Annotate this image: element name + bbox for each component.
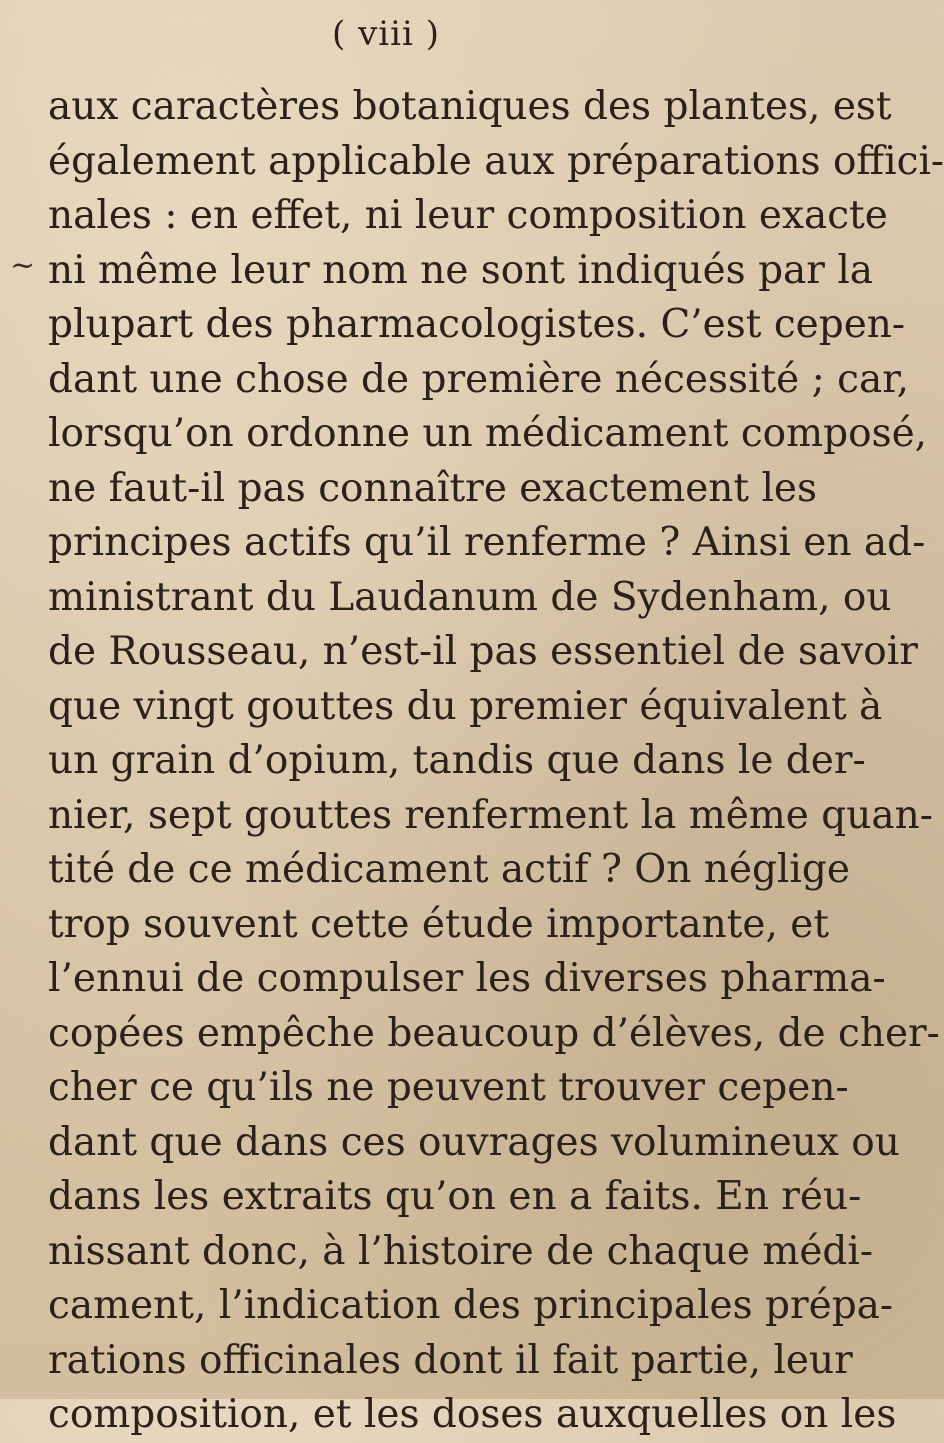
text-line: que vingt gouttes du premier équivalent à bbox=[48, 683, 883, 729]
body-text bbox=[48, 80, 944, 1443]
page-number: ( viii ) bbox=[332, 14, 440, 54]
text-line: nier, sept gouttes renferment la même quan- bbox=[48, 792, 933, 838]
text-line: lorsqu’on ordonne un médicament composé, bbox=[48, 411, 928, 456]
text-line: cher ce qu’ils ne peuvent trouver cepen- bbox=[48, 1065, 849, 1110]
text-line: principes actifs qu’il renferme ? Ainsi en ad- bbox=[48, 520, 926, 565]
text-line: ni même leur nom ne sont indiqués par la bbox=[48, 247, 874, 293]
text-line: de Rousseau, n’est-il pas essentiel de savoir bbox=[48, 629, 918, 674]
text-line: aux caractères botaniques des plantes, est bbox=[48, 84, 892, 129]
text-line: dans les extraits qu’on en a faits. En réu- bbox=[48, 1174, 862, 1219]
text-line: trop souvent cette étude importante, et bbox=[48, 901, 830, 947]
text-line: dant une chose de première nécessité ; car, bbox=[48, 356, 909, 402]
margin-mark: ~ bbox=[10, 248, 36, 283]
text-line: ministrant du Laudanum de Sydenham, ou bbox=[48, 574, 892, 620]
text-line: également applicable aux préparations offici- bbox=[48, 138, 944, 184]
text-line: un grain d’opium, tandis que dans le der- bbox=[48, 738, 866, 783]
text-line: tité de ce médicament actif ? On néglige bbox=[48, 847, 850, 892]
text-line: plupart des pharmacologistes. C’est cepen- bbox=[48, 302, 906, 347]
text-line: copées empêche beaucoup d’élèves, de cher- bbox=[48, 1010, 940, 1056]
text-line: dant que dans ces ouvrages volumineux ou bbox=[48, 1119, 900, 1165]
text-line: ne faut-il pas connaître exactement les bbox=[48, 465, 818, 511]
text-line: nales : en effet, ni leur composition exacte bbox=[48, 193, 888, 238]
text-line: nissant donc, à l’histoire de chaque médi- bbox=[48, 1228, 874, 1274]
text-line: rations officinales dont il fait partie, leur bbox=[48, 1337, 853, 1383]
text-line: cament, l’indication des principales prépa- bbox=[48, 1283, 894, 1328]
text-line: composition, et les doses auxquelles on les bbox=[48, 1392, 897, 1437]
text-line: l’ennui de compulser les diverses pharma- bbox=[48, 956, 886, 1001]
